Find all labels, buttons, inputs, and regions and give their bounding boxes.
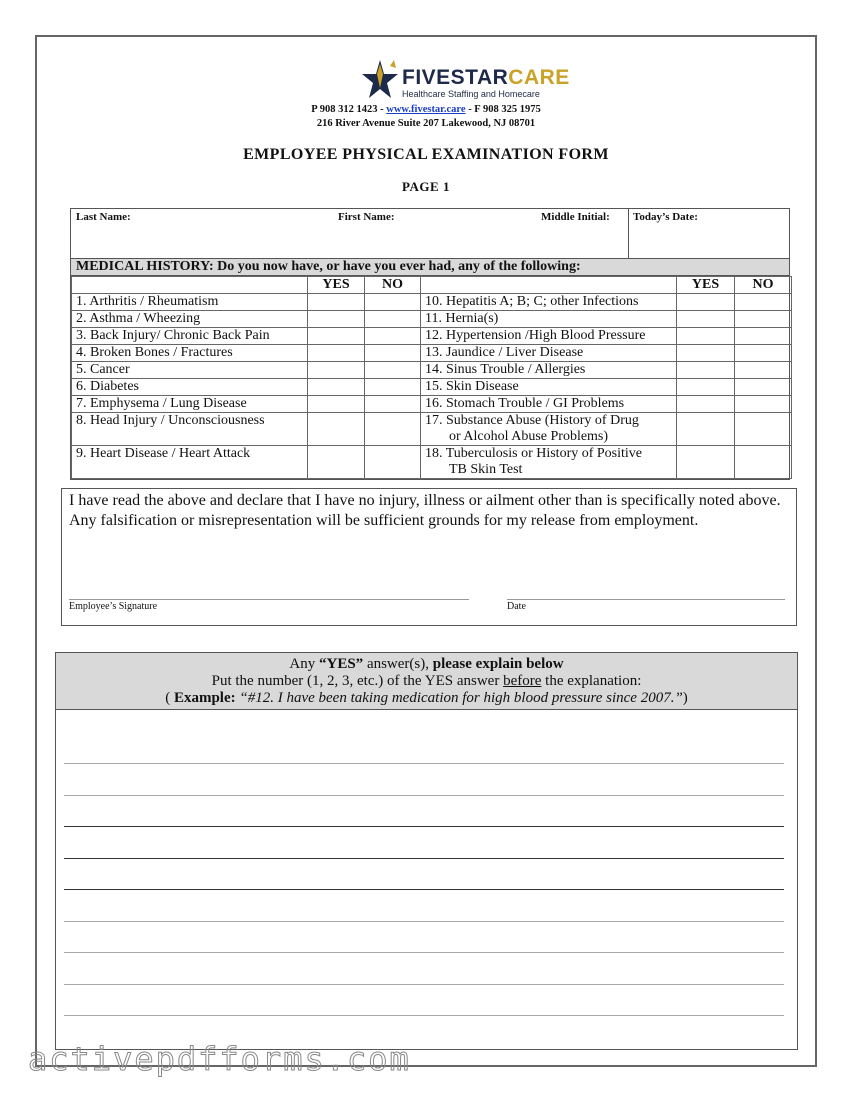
website-link[interactable]: www.fivestar.care <box>386 104 466 115</box>
contact-line: P 908 312 1423 - www.fivestar.care - F 908 325 1975 <box>311 104 541 115</box>
condition-text: 12. Hypertension /High Blood Pressure <box>425 328 646 343</box>
yes-checkbox[interactable] <box>677 294 735 311</box>
no-checkbox[interactable] <box>735 362 792 379</box>
condition-label <box>421 379 677 396</box>
no-checkbox[interactable] <box>735 413 792 446</box>
yes-checkbox[interactable] <box>308 328 365 345</box>
no-checkbox[interactable] <box>365 396 421 413</box>
condition-label <box>72 446 308 479</box>
medical-history-row <box>72 311 792 328</box>
yes-header: YES <box>308 277 365 294</box>
signature-label: Employee’s Signature <box>69 601 158 612</box>
watermark: activepdfforms.com <box>28 1040 411 1078</box>
yes-checkbox[interactable] <box>308 396 365 413</box>
condition-label <box>72 345 308 362</box>
yes-checkbox[interactable] <box>677 379 735 396</box>
condition-text: 15. Skin Disease <box>425 379 519 394</box>
no-checkbox[interactable] <box>735 379 792 396</box>
medical-history-heading: MEDICAL HISTORY: Do you now have, or have you ever had, any of the following: <box>70 259 790 276</box>
yes-checkbox[interactable] <box>308 446 365 479</box>
last-name-field[interactable]: Last Name: <box>76 211 131 223</box>
condition-text-continued: or Alcohol Abuse Problems) <box>449 429 609 444</box>
no-checkbox[interactable] <box>735 328 792 345</box>
declaration-box <box>61 488 797 626</box>
explanation-section <box>55 652 798 1050</box>
condition-label <box>421 345 677 362</box>
condition-text: 18. Tuberculosis or History of Positive <box>425 446 643 461</box>
explanation-line[interactable] <box>64 858 784 859</box>
condition-text: 7. Emphysema / Lung Disease <box>76 396 247 411</box>
condition-label <box>421 362 677 379</box>
condition-label <box>72 328 308 345</box>
date-label: Date <box>507 601 526 612</box>
no-checkbox[interactable] <box>735 345 792 362</box>
first-name-field[interactable]: First Name: <box>338 211 395 223</box>
condition-label <box>72 362 308 379</box>
no-header: NO <box>365 277 421 294</box>
yes-checkbox[interactable] <box>308 413 365 446</box>
condition-label <box>72 311 308 328</box>
no-checkbox[interactable] <box>365 294 421 311</box>
no-checkbox[interactable] <box>365 446 421 479</box>
yes-checkbox[interactable] <box>677 362 735 379</box>
explanation-line[interactable] <box>64 984 784 985</box>
yes-checkbox[interactable] <box>308 345 365 362</box>
explanation-line[interactable] <box>64 921 784 922</box>
explanation-line[interactable] <box>64 763 784 764</box>
page-number: PAGE 1 <box>402 179 450 194</box>
condition-text: 2. Asthma / Wheezing <box>76 311 201 326</box>
yes-checkbox[interactable] <box>308 362 365 379</box>
name-fields <box>70 208 790 259</box>
medical-history-row <box>72 345 792 362</box>
no-checkbox[interactable] <box>735 294 792 311</box>
divider <box>628 209 629 260</box>
no-header: NO <box>735 277 792 294</box>
medical-history-row <box>72 362 792 379</box>
brand-name: FIVESTARCARE <box>402 66 570 89</box>
condition-label <box>421 328 677 345</box>
company-logo <box>360 58 570 102</box>
middle-initial-field[interactable]: Middle Initial: <box>541 211 610 223</box>
condition-text: 17. Substance Abuse (History of Drug <box>425 413 639 428</box>
star-logo-icon <box>360 58 400 102</box>
yes-checkbox[interactable] <box>677 396 735 413</box>
condition-text: 6. Diabetes <box>76 379 139 394</box>
medical-history-row <box>72 446 792 479</box>
condition-label <box>421 396 677 413</box>
blank-header <box>421 277 677 294</box>
no-checkbox[interactable] <box>365 362 421 379</box>
yes-checkbox[interactable] <box>677 311 735 328</box>
medical-history-row <box>72 413 792 446</box>
medical-history-row <box>72 396 792 413</box>
no-checkbox[interactable] <box>365 413 421 446</box>
yes-checkbox[interactable] <box>308 379 365 396</box>
condition-text: 8. Head Injury / Unconsciousness <box>76 413 265 428</box>
explanation-line[interactable] <box>64 952 784 953</box>
no-checkbox[interactable] <box>365 345 421 362</box>
todays-date-field[interactable]: Today’s Date: <box>633 211 698 223</box>
condition-label <box>421 311 677 328</box>
condition-text: 16. Stomach Trouble / GI Problems <box>425 396 625 411</box>
yes-checkbox[interactable] <box>677 345 735 362</box>
condition-label <box>421 446 677 479</box>
condition-text: 11. Hernia(s) <box>425 311 499 326</box>
condition-text-continued: TB Skin Test <box>449 462 523 477</box>
medical-history-row <box>72 328 792 345</box>
yes-header: YES <box>677 277 735 294</box>
no-checkbox[interactable] <box>735 396 792 413</box>
yes-checkbox[interactable] <box>677 328 735 345</box>
yes-checkbox[interactable] <box>677 446 735 479</box>
explanation-instructions: Any “YES” answer(s), please explain below Put the number (1, 2, 3, etc.) of the YES answer before the explanation: ( Example: “#12. I have been taking medication for high blood pressure since 2007.”) <box>56 653 797 710</box>
condition-text: 14. Sinus Trouble / Allergies <box>425 362 586 377</box>
condition-label <box>72 294 308 311</box>
signature-field[interactable] <box>69 599 469 600</box>
explanation-line[interactable] <box>64 889 784 890</box>
condition-text: 13. Jaundice / Liver Disease <box>425 345 584 360</box>
yes-checkbox[interactable] <box>308 294 365 311</box>
condition-label <box>72 413 308 446</box>
form-title: EMPLOYEE PHYSICAL EXAMINATION FORM <box>243 146 609 163</box>
explanation-line[interactable] <box>64 795 784 796</box>
medical-history-row <box>72 294 792 311</box>
yes-checkbox[interactable] <box>677 413 735 446</box>
condition-text: 10. Hepatitis A; B; C; other Infections <box>425 294 639 309</box>
blank-header <box>72 277 308 294</box>
date-field[interactable] <box>507 599 785 600</box>
no-checkbox[interactable] <box>735 311 792 328</box>
no-checkbox[interactable] <box>365 328 421 345</box>
medical-history-table <box>70 276 790 480</box>
yes-checkbox[interactable] <box>308 311 365 328</box>
condition-text: 3. Back Injury/ Chronic Back Pain <box>76 328 270 343</box>
no-checkbox[interactable] <box>735 446 792 479</box>
brand-tagline: Healthcare Staffing and Homecare <box>402 89 540 99</box>
medical-history-row <box>72 379 792 396</box>
condition-label <box>72 379 308 396</box>
condition-text: 5. Cancer <box>76 362 130 377</box>
condition-label <box>421 413 677 446</box>
no-checkbox[interactable] <box>365 311 421 328</box>
no-checkbox[interactable] <box>365 379 421 396</box>
condition-label <box>421 294 677 311</box>
condition-text: 1. Arthritis / Rheumatism <box>76 294 219 309</box>
condition-text: 4. Broken Bones / Fractures <box>76 345 233 360</box>
explanation-line[interactable] <box>64 826 784 827</box>
address-line: 216 River Avenue Suite 207 Lakewood, NJ 08701 <box>316 118 536 129</box>
condition-text: 9. Heart Disease / Heart Attack <box>76 446 251 461</box>
condition-label <box>72 396 308 413</box>
explanation-line[interactable] <box>64 1015 784 1016</box>
declaration-text: I have read the above and declare that I have no injury, illness or ailment other than is specifically noted above. Any falsification or misrepresentation will be sufficient grounds for my release from employment. <box>69 492 781 529</box>
